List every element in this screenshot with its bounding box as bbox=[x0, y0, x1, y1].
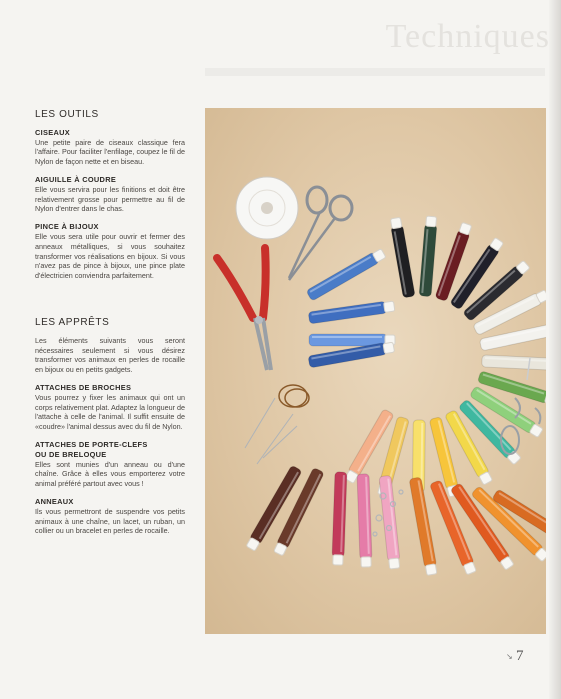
item-title-broches: ATTACHES DE BROCHES bbox=[35, 382, 132, 392]
page-arrow-icon: ↘ bbox=[506, 652, 513, 661]
section-title-apprets: LES APPRÊTS bbox=[35, 317, 110, 328]
header-rule bbox=[205, 68, 545, 76]
page-number: 7 bbox=[516, 648, 524, 664]
item-text-broches: Vous pourrez y fixer les animaux qui ont un corps relativement plat. Adaptez la longueur de l'attache à celle de l'animal. Il suffit ensuite de «coudre» l'animal dessus avec du fil de Nylon. bbox=[35, 392, 185, 432]
item-title-ciseaux: CISEAUX bbox=[35, 127, 70, 137]
tools-photo-illustration bbox=[205, 108, 546, 634]
item-title-porte-clefs: ATTACHES DE PORTE-CLEFS OU DE BRELOQUE bbox=[35, 439, 148, 459]
section-title-tools: LES OUTILS bbox=[35, 109, 99, 120]
apprets-intro: Les éléments suivants vous seront nécessaires seulement si vous désirez transformer vos animaux en perles de rocaille en bijoux ou en petits gadgets. bbox=[35, 335, 185, 375]
item-text-pince: Elle vous sera utile pour ouvrir et fermer des anneaux métalliques, si vous souhaitez transformer vos réalisations en bijoux. Si vous n'avez pas de pince à bijoux, une pince plate d'électricien conviendra parfaitement. bbox=[35, 231, 185, 281]
item-text-anneaux: Ils vous permettront de suspendre vos petits animaux à une chaîne, un lacet, un ruban, un collier ou un bracelet en perles de rocaille. bbox=[35, 506, 185, 536]
bead-tube-bottom-left bbox=[332, 472, 347, 565]
item-text-porte-clefs: Elles sont munies d'un anneau ou d'une chaîne. Grâce à elles vous emporterez votre animal préféré partout avec vous ! bbox=[35, 459, 185, 489]
page-header-title: Techniques bbox=[385, 18, 550, 55]
item-text-ciseaux: Une petite paire de ciseaux classique fera l'affaire. Pour faciliter l'enfilage, coupez le fil de Nylon de façon nette et en biseau. bbox=[35, 137, 185, 167]
bead-tube-blue bbox=[306, 248, 386, 301]
bead-tube-bottom-left bbox=[273, 467, 325, 556]
thread-spool bbox=[236, 177, 298, 239]
jewelry-pliers bbox=[217, 248, 271, 370]
scissors bbox=[289, 187, 352, 280]
bead-tube bbox=[419, 216, 437, 297]
item-title-aiguille: AIGUILLE À COUDRE bbox=[35, 174, 117, 184]
bead-tube-bottom-left bbox=[357, 474, 372, 567]
tools-section bbox=[35, 110, 185, 289]
tools-photo bbox=[205, 108, 546, 634]
item-title-anneaux: ANNEAUX bbox=[35, 496, 74, 506]
wire-coil bbox=[279, 385, 309, 407]
page-gutter-shadow bbox=[549, 0, 561, 699]
item-title-pince: PINCE À BIJOUX bbox=[35, 222, 99, 232]
bead-tubes bbox=[245, 216, 546, 576]
bead-tube-bottom-left bbox=[379, 475, 401, 569]
needles bbox=[245, 398, 297, 464]
apprets-section bbox=[35, 318, 185, 544]
bead-tube bbox=[482, 355, 546, 371]
bead-tube bbox=[389, 217, 415, 298]
item-text-aiguille: Elle vous servira pour les finitions et doit être relativement grosse pour permettre au fil de Nylon d'entrer dans le chas. bbox=[35, 184, 185, 214]
bead-tube-blue bbox=[308, 300, 395, 324]
